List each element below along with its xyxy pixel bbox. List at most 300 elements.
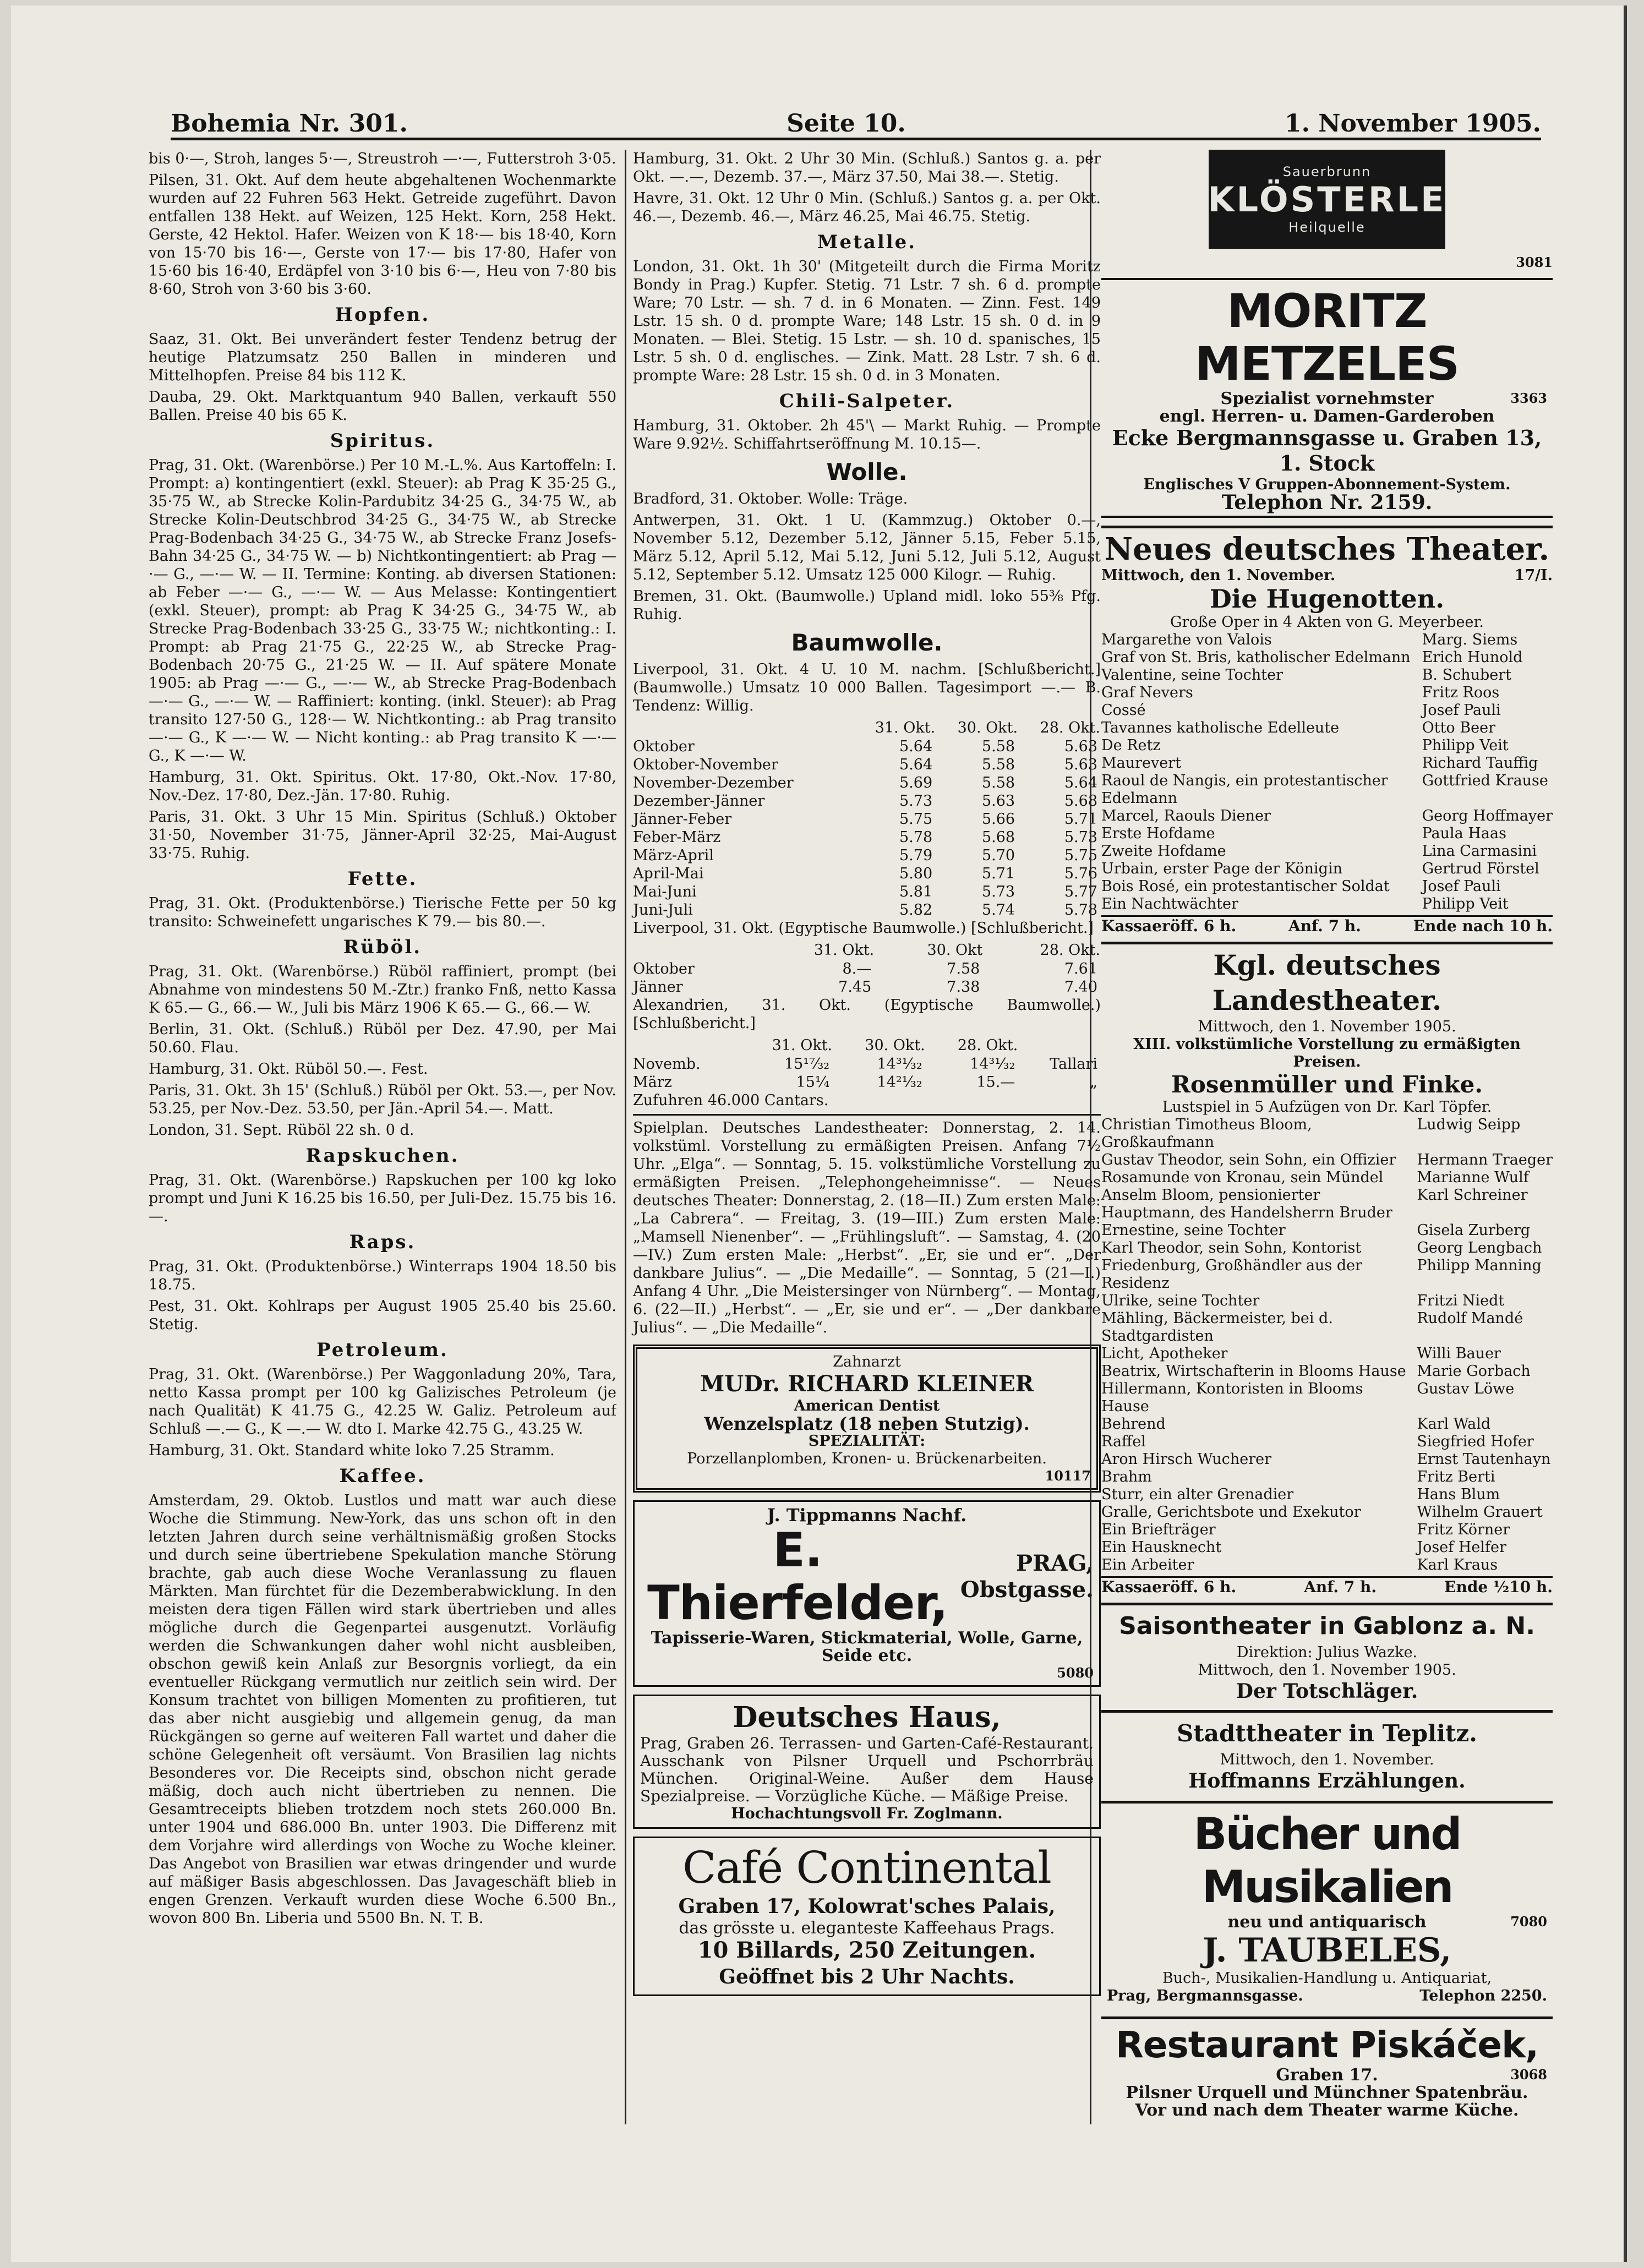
table-cell: 5.81 [899,883,933,900]
ad-title: Café Continental [682,1842,1051,1893]
ad-text: Pilsner Urquell und Münchner Spatenbräu. [1126,2083,1528,2102]
ad-text: Obstgasse. [960,1577,1094,1603]
metzeles-ad [1101,278,1553,518]
article-text: Berlin, 31. Okt. (Schluß.) Rüböl per Dez. 47.90, per Mai 50.60. Flau. [149,1021,616,1056]
table-row [633,883,1101,901]
actor-name: Philipp Veit [1422,737,1509,754]
ad-text: Ecke Bergmannsgasse u. Graben 13, 1. Stock [1112,425,1542,476]
ad-title: Restaurant Piskáček, [1115,2024,1539,2066]
table-cell: 15¼ [796,1074,830,1091]
article-text: Zufuhren 46.000 Cantars. [633,1092,829,1109]
start-time: Anf. 7 h. [1304,1578,1377,1596]
table-cell: April-Mai [633,865,704,882]
table-cell: Mai-Juni [633,883,697,900]
actor-name: Gustav Löwe [1417,1380,1515,1397]
theatre-number: 17/I. [1514,567,1553,584]
table-header: 28. Okt. [1040,942,1100,959]
actor-name: Erich Hunold [1422,649,1523,666]
table-row [633,1055,1101,1073]
end-time: Ende ½10 h. [1444,1578,1553,1596]
table-cell: 5.66 [981,811,1015,828]
table-cell: 5.82 [899,901,933,919]
actor-name: Philipp Manning [1417,1257,1542,1274]
table-cell: 5.69 [899,774,933,791]
table-cell: Dezember-Jänner [633,793,765,810]
article-text: Hamburg, 31. Okt. 2 Uhr 30 Min. (Schluß.) Santos g. a. per Okt. —.—, Dezemb. 37.—, März 37.50, Mai 38.—. Stetig. [633,150,1101,185]
cast-row [1101,807,1553,825]
cast-row [1101,1451,1553,1468]
cast-row [1101,878,1553,895]
stadttheater-teplitz [1101,1710,1553,1793]
table-cell: 5.71 [1064,811,1097,828]
actor-name: Georg Hoffmayer [1422,807,1553,824]
table-cell: 5.78 [1064,901,1097,919]
play-title: Rosenmüller und Finke. [1171,1071,1483,1098]
actor-name: Siegfried Hofer [1417,1433,1534,1450]
article-text: Liverpool, 31. Okt. 4 U. 10 M. nachm. [Schlußbericht.] (Baumwolle.) Umsatz 10 000 Ballen. Tagesimport —.— B. Tendenz: Willig. [633,661,1101,714]
actor-name: Karl Kraus [1417,1556,1498,1573]
table-row [633,1073,1101,1091]
cast-row [1101,755,1553,772]
cast-row [1101,666,1553,684]
table-cell: 5.75 [1064,847,1097,864]
article-text: Amsterdam, 29. Oktob. Lustlos und matt war auch diese Woche die Stimmung. New-York, das uns schon oft in den letzten Jahren durch seine verhältnismäßig großen Stocks und durch seine übertriebene Spekulation manche Störung brachte, gab auch diese Woche Veranlassung zu flauen Märkten. Man fürchtet für die Dezemberabwicklung. In den meisten dera tigen Fällen wird stark übertrieben und alles mögliche durch die Gegenpartei ausgenutzt. Vorläufig werden die Schwankungen daher wohl nicht ausbleiben, obschon gewiß kein Anlaß zur Besorgnis vorliegt, da ein eventueller Rückgang vermutlich nur zeitlich sein wird. Der Konsum trachtet von billigen Momenten zu profitieren, tut das aber nicht ausgiebig und allgemein genug, da man Rückgängen so gerne auf weiteren Fall wartet und daher die schöne Gelegenheit oft versäumt. Von Brasilien lag nichts Besonderes vor. Die Receipts sind, obschon nicht gerade mäßig, doch auch nicht übertrieben zu nennen. Die Gesamtreceipts blieben trotzdem noch stets 260.000 Bn. unter 1904 und 686.000 Bn. unter 1903. Die Differenz mit dem Vorjahre wird allerdings von Woche zu Woche kleiner. Das Angebot von Brasilien war etwas dringender und wurde auf mäßiger Basis abgeschlossen. Das Javageschäft blieb in engen Grenzen. Verkauft wurden diese Woche 6.500 Bn., wovon 800 Bn. Liberia und 5500 Bn. N. T. B. [149,1492,616,1927]
cast-list [1101,631,1553,913]
table-header [633,718,853,737]
logo-text: Heilquelle [1288,219,1366,235]
table-cell: 5.63 [1064,738,1097,755]
role-name: Bois Rosé, ein protestantischer Soldat [1101,878,1390,895]
table-cell: 5.73 [1064,829,1097,846]
theatre-date: Mittwoch, den 1. November. [1101,567,1336,584]
article-text: Prag, 31. Okt. (Produktenbörse.) Winterraps 1904 18.50 bis 18.75. [149,1258,616,1293]
article-text: London, 31. Sept. Rüböl 22 sh. 0 d. [149,1122,414,1139]
cast-row [1101,1257,1553,1292]
role-name: Ernestine, seine Tochter [1101,1222,1286,1239]
section-heading: Hopfen. [335,304,430,326]
taubeles-ad [1101,1801,1553,2009]
ad-title: Bücher und Musikalien [1193,1808,1461,1912]
section-heading: Rapskuchen. [305,1145,460,1167]
end-time: Ende nach 10 h. [1413,917,1553,935]
actor-name: Willi Bauer [1417,1345,1501,1362]
table-header: 31. Okt. [875,719,936,736]
actor-name: Gottfried Krause [1422,772,1548,789]
article-text: Prag, 31. Okt. (Warenbörse.) Rüböl raffiniert, prompt (bei Abnahme von mindestens 50 M.-Ztr.) franko Fnß, netto Kassa K 65.— G., 66.— W., Juli bis März 1906 K 65.— G., 66.— W. [149,963,616,1016]
table-cell: 5.63 [1064,756,1097,773]
actor-name: Josef Pauli [1422,878,1501,895]
ad-text: J. Tippmanns Nachf. [767,1505,967,1526]
cast-row [1101,1292,1553,1310]
role-name: Brahm [1101,1468,1152,1485]
actor-name: Richard Tauffig [1422,755,1538,772]
theatre-date: Mittwoch, den 1. November. [1220,1751,1434,1768]
box-office-time: Kassaeröff. 6 h. [1101,917,1237,935]
cast-row [1101,1539,1553,1556]
ad-text: SPEZIALITÄT: [808,1433,926,1450]
section-heading: Chili-Salpeter. [779,390,955,412]
cafe-continental-ad [633,1837,1101,1996]
play-description: Große Oper in 4 Akten von G. Meyerbeer. [1170,614,1484,631]
article-text: Prag, 31. Okt. (Produktenbörse.) Tierische Fette per 50 kg transito: Schweinefett ungarisches K 79.— bis 80.—. [149,895,616,930]
table-cell: 5.68 [981,829,1015,846]
table-header [633,941,757,960]
role-name: Beatrix, Wirtschafterin in Blooms Hause [1101,1363,1406,1380]
table-cell: 14²¹⁄₃₂ [877,1074,922,1091]
table-row [633,978,1101,996]
table-cell: 5.76 [1064,865,1097,882]
article-text: Hamburg, 31. Okt. Spiritus. Okt. 17·80, Okt.-Nov. 17·80, Nov.-Dez. 17·80, Dez.-Jän. 17·80. Ruhig. [149,769,616,804]
actor-name: Fritz Roos [1422,684,1500,701]
column-2 [625,150,1101,2124]
theatre-title: Kgl. deutsches Landestheater. [1212,949,1442,1016]
article-text: Hamburg, 31. Okt. Standard white loko 7.25 Stramm. [149,1442,555,1459]
role-name: Marcel, Raouls Diener [1101,807,1271,824]
cast-row [1101,1556,1553,1574]
article-text: Bradford, 31. Oktober. Wolle: Träge. [633,490,908,507]
table-cell: 5.80 [899,865,933,882]
start-time: Anf. 7 h. [1288,917,1361,935]
table-cell: 5.58 [981,738,1015,755]
alexandria-price-table [633,1036,1101,1091]
actor-name: Gertrud Förstel [1422,860,1539,877]
table-row [633,901,1101,919]
section-heading: Raps. [349,1231,416,1253]
actor-name: Josef Helfer [1417,1539,1506,1556]
logo-text: KLÖSTERLE [1208,179,1446,220]
table-header: 31. Okt. [772,1037,833,1054]
role-name: Erste Hofdame [1101,825,1215,842]
cast-row [1101,631,1553,649]
role-name: Raoul de Nangis, ein protestantischer Edelmann [1101,772,1388,807]
role-name: Maurevert [1101,755,1182,772]
table-row [633,737,1101,756]
cast-row [1101,737,1553,755]
ad-text: Prag, Bergmannsgasse. [1107,1987,1303,2004]
section-heading: Metalle. [817,231,917,253]
column-3 [1090,150,1553,2124]
table-cell: 5.73 [981,883,1015,900]
theatre-title: Saisontheater in Gablonz a. N. [1119,1612,1535,1640]
table-cell: Oktober [633,738,695,755]
theatre-title: Stadttheater in Teplitz. [1177,1720,1477,1747]
ad-text: Vor und nach dem Theater warme Küche. [1135,2101,1519,2120]
theatre-date: Mittwoch, den 1. November 1905. [1198,1018,1456,1035]
article-text: Pest, 31. Okt. Kohlraps per August 1905 25.40 bis 25.60. Stetig. [149,1298,616,1333]
table-cell: März [633,1074,672,1091]
table-cell: 14³¹⁄₃₂ [970,1056,1015,1073]
role-name: Aron Hirsch Wucherer [1101,1451,1271,1468]
role-name: Karl Theodor, sein Sohn, Kontorist [1101,1239,1362,1256]
column-1 [149,150,616,2124]
table-cell: 14³¹⁄₃₂ [877,1056,922,1073]
dentist-ad [633,1345,1101,1493]
role-name: Licht, Apotheker [1101,1345,1228,1362]
actor-name: Fritz Berti [1417,1468,1495,1485]
actor-name: Ludwig Seipp [1417,1116,1521,1133]
theatre-title: Neues deutsches Theater. [1104,531,1550,567]
ad-text: Prag, Graben 26. Terrassen- und Garten-Café-Restaurant. Ausschank von Pilsner Urquell und Pschorrbräu München. Original-Weine. Außer dem Hause Spezialpreise. — Vorzügliche Küche. — Mäßige Preise. [640,1734,1094,1805]
cast-row [1101,1521,1553,1539]
cast-row [1101,772,1553,807]
actor-name: Wilhelm Grauert [1417,1504,1543,1521]
section-heading: Wolle. [826,458,908,485]
article-text: Prag, 31. Okt. (Warenbörse.) Per Waggonladung 20%, Tara, netto Kassa prompt per 100 kg Galizisches Petroleum (je nach Qualität) K 41.75 G., 42.25 W. Galiz. Petroleum auf Schluß —.— G., K —.— W. dto I. Marke 42.75 G., 43.25 W. [149,1366,616,1438]
ad-title: MUDr. RICHARD KLEINER [700,1371,1034,1397]
play-title: Die Hugenotten. [1209,584,1445,614]
issue-date: 1. November 1905. [1285,110,1541,138]
play-title: Der Totschläger. [1236,1680,1418,1703]
ad-text: 10 Billards, 250 Zeitungen. [697,1937,1036,1963]
play-title: Hoffmanns Erzählungen. [1188,1769,1466,1792]
table-cell: Oktober-November [633,756,778,773]
table-cell: Oktober [633,960,695,977]
table-cell: Tallari [1050,1056,1097,1073]
role-name: De Retz [1101,737,1161,754]
actor-name: Fritz Körner [1417,1521,1510,1538]
thierfelder-ad [633,1500,1101,1687]
ad-text: PRAG, [1015,1550,1094,1576]
ad-number: 3363 [1510,390,1547,406]
cast-row [1101,649,1553,666]
role-name: Anselm Bloom, pensionierter Hauptmann, des Handelsherrn Bruder [1101,1187,1392,1221]
ad-text: J. TAUBELES, [1202,1931,1452,1970]
table-row [633,846,1101,865]
section-heading: Fette. [347,868,418,890]
article-text: Dauba, 29. Okt. Marktquantum 940 Ballen, verkauft 550 Ballen. Preise 40 bis 65 K. [149,389,616,424]
article-text: Bremen, 31. Okt. (Baumwolle.) Upland midl. loko 55⅜ Pfg. Ruhig. [633,588,1101,623]
section-heading: Baumwolle. [791,629,943,656]
section-heading: Petroleum. [316,1339,449,1361]
table-header: 28. Okt. [1040,719,1100,736]
cast-row [1101,895,1553,913]
actor-name: Lina Carmasini [1422,843,1537,860]
actor-name: Karl Schreiner [1417,1187,1528,1204]
egyptian-price-table [633,941,1101,996]
theatre-date: Mittwoch, den 1. November 1905. [1198,1662,1456,1679]
cast-row [1101,1151,1553,1169]
article-text: Havre, 31. Okt. 12 Uhr 0 Min. (Schluß.) Santos g. a. per Okt. 46.—, Dezemb. 46.—, März 46.25, Mai 46.75. Stetig. [633,190,1101,225]
table-cell: 7.38 [947,979,980,996]
ad-number: 3081 [1516,254,1553,270]
table-cell: 15¹⁷⁄₃₂ [784,1056,830,1073]
table-row [633,792,1101,810]
role-name: Ein Nachtwächter [1101,895,1238,912]
role-name: Sturr, ein alter Grenadier [1101,1486,1294,1503]
kloesterle-logo [1209,150,1445,249]
article-text: Saaz, 31. Okt. Bei unverändert fester Tendenz betrug der heutige Platzumsatz 250 Ballen in minderen und Mittelhopfen. Preise 84 bis 112 K. [149,331,616,384]
role-name: Mähling, Bäckermeister, bei d. Stadtgardisten [1101,1310,1333,1345]
ad-text: neu und antiquarisch [1227,1912,1427,1932]
article-text: Paris, 31. Okt. 3h 15' (Schluß.) Rüböl per Okt. 53.—, per Nov. 53.25, per Nov.-Dez. 53.50, per Jän.-April 54.—. Matt. [149,1082,616,1117]
role-name: Graf Nevers [1101,684,1193,701]
actor-name: Marg. Siems [1422,631,1518,648]
role-name: Tavannes katholische Edelleute [1101,719,1340,736]
table-cell: 5.79 [899,847,933,864]
cast-row [1101,719,1553,737]
deutsches-haus-ad [633,1695,1101,1829]
ad-text: Graben 17, Kolowrat'sches Palais, [678,1895,1056,1918]
cast-row [1101,1468,1553,1486]
role-name: Ulrike, seine Tochter [1101,1292,1260,1309]
table-header: 28. Okt. [957,1037,1018,1054]
theatre-times [1101,1576,1553,1596]
actor-name: Marianne Wulf [1417,1169,1529,1186]
cast-row [1101,825,1553,843]
table-cell: 5.78 [899,829,933,846]
article-text: Antwerpen, 31. Okt. 1 U. (Kammzug.) Oktober 0.—, November 5.12, Dezember 5.12, Jänner 5.15, Feber 5.15, März 5.12, April 5.12, Mai 5.12, Juni 5.12, Juli 5.12, August 5.12, September 5.12. Umsatz 125 000 Kilogr. — Ruhig. [633,512,1101,583]
table-cell: 5.74 [981,901,1015,919]
actor-name: Karl Wald [1417,1416,1491,1433]
ad-text: Englisches V Gruppen-Abonnement-System. [1143,476,1511,493]
table-cell: November-Dezember [633,774,794,791]
cast-row [1101,1310,1553,1345]
piskacek-ad [1101,2016,1553,2124]
role-name: Gralle, Gerichtsbote und Exekutor [1101,1504,1361,1521]
article-text: Pilsen, 31. Okt. Auf dem heute abgehaltenen Wochenmarkte wurden auf 22 Fuhren 563 Hekt. Getreide zugeführt. Davon entfallen 138 Hekt. auf Weizen, 125 Hekt. Korn, 258 Hekt. Gerste, 42 Hektol. Hafer. Weizen von K 18·— bis 18·40, Korn von 15·70 bis 16·—, Gerste von 17·— bis 17·80, Hafer von 15·60 bis 16·40, Erdäpfel von 3·10 bis 6·—, Heu von 7·80 bis 8·60, Stroh von 3·60 bis 3·60. [149,172,616,298]
role-name: Friedenburg, Großhändler aus der Residenz [1101,1257,1363,1292]
table-row [633,960,1101,978]
ad-text: engl. Herren- u. Damen-Garderoben [1159,407,1495,426]
role-name: Margarethe von Valois [1101,631,1272,648]
ad-text: Hochachtungsvoll Fr. Zoglmann. [731,1805,1003,1822]
table-cell: 7.45 [838,979,872,996]
ad-number: 3068 [1510,2067,1547,2083]
role-name: Valentine, seine Tochter [1101,666,1283,684]
performance-note: XIII. volkstümliche Vorstellung zu ermäßigten Preisen. [1133,1036,1521,1070]
actor-name: Marie Gorbach [1417,1363,1531,1380]
table-cell: 5.73 [899,793,933,810]
role-name: Ein Hausknecht [1101,1539,1222,1556]
section-heading: Rüböl. [343,936,422,958]
table-cell: Novemb. [633,1056,701,1073]
table-cell: 5.63 [981,793,1015,810]
actor-name: Georg Lengbach [1417,1239,1542,1256]
cast-row [1101,1345,1553,1363]
table-cell: 5.58 [981,756,1015,773]
page-number: Seite 10. [787,110,906,138]
ad-number: 7080 [1510,1914,1547,1930]
role-name: Ein Arbeiter [1101,1556,1194,1573]
table-cell: „ [1090,1074,1097,1091]
table-row [633,865,1101,883]
article-text: Liverpool, 31. Okt. (Egyptische Baumwolle.) [Schlußbericht.] [633,920,1094,937]
ad-number: 10117 [1045,1468,1091,1484]
cast-row [1101,684,1553,702]
article-text: Paris, 31. Okt. 3 Uhr 15 Min. Spiritus (Schluß.) Oktober 31·50, November 31·75, Jänner-April 32·25, Mai-August 33·75. Ruhig. [149,808,616,862]
cast-row [1101,1504,1553,1521]
logo-text: Sauerbrunn [1282,163,1372,179]
cast-row [1101,1486,1553,1504]
table-row [633,828,1101,846]
ad-text: Spezialist vornehmster [1220,389,1434,408]
ad-text: das grösste u. eleganteste Kaffeehaus Prags. [679,1919,1055,1938]
table-cell: 7.61 [1064,960,1097,977]
table-cell: 8.— [842,960,872,977]
article-text: Hamburg, 31. Okt. Rüböl 50.—. Fest. [149,1061,428,1078]
table-row [633,756,1101,774]
table-header: 30. Okt. [865,1037,925,1054]
actor-name: Fritzi Niedt [1417,1292,1505,1309]
page-header [171,99,1541,138]
article-text: Prag, 31. Okt. (Warenbörse.) Rapskuchen per 100 kg loko prompt und Juni K 16.25 bis 16.50, per Juli-Dez. 15.75 bis 16.—. [149,1172,616,1225]
role-name: Behrend [1101,1416,1166,1433]
paper-name: Bohemia Nr. 301. [171,110,408,138]
cast-list [1101,1116,1553,1574]
table-cell: 15.— [976,1074,1015,1091]
article-text: Hamburg, 31. Oktober. 2h 45'\ — Markt Ruhig. — Prompte Ware 9.92½. Schiffahrtseröffnung M. 10.15—. [633,417,1101,452]
cast-row [1101,843,1553,860]
table-cell: 5.75 [899,811,933,828]
table-header: 30. Okt. [957,719,1018,736]
article-text: Alexandrien, 31. Okt. (Egyptische Baumwolle.) [Schlußbericht.] [633,997,1101,1032]
saisontheater [1101,1603,1553,1703]
article-text: London, 31. Okt. 1h 30' (Mitgeteilt durch die Firma Moritz Bondy in Prag.) Kupfer. Stetig. 71 Lstr. 7 sh. 6 d. prompte Ware; 70 Lstr. — sh. 7 d. in 6 Monaten. — Zinn. Fest. 149 Lstr. 15 sh. 0 d. prompte Ware; 148 Lstr. 15 sh. 0 d. in 9 Monaten. — Blei. Stetig. 15 Lstr. — sh. 10 d. spanisches, 15 Lstr. 5 sh. 0 d. englisches. — Zink. Matt. 28 Lstr. 7 sh. 6 d. prompte Ware: 28 Lstr. 15 sh. 0 d. in 3 Monaten. [633,258,1101,384]
article-text: bis 0·—, Stroh, langes 5·—, Streustroh —·—, Futterstroh 3·05. [149,150,616,167]
ad-text: Porzellanplomben, Kronen- u. Brückenarbeiten. [687,1450,1047,1467]
role-name: Gustav Theodor, sein Sohn, ein Offizier [1101,1151,1396,1168]
theatre-schedule: Spielplan. Deutsches Landestheater: Donnerstag, 2. 14. volkstüml. Vorstellung zu ermäßigten Preisen. Anfang 7½ Uhr. „Elga“. — Sonntag, 5. 15. volkstümliche Vorstellung zu ermäßigten Preisen. „Telephongeheimnisse“. — Neues deutsches Theater: Donnerstag, 2. (18—II.) Zum ersten Male: „La Cabrera“. — Freitag, 3. (19—III.) Zum ersten Male: „Mamsell Nienenber“. — „Frühlingsluft“. — Samstag, 4. (20—IV.) Zum ersten Male: „Herbst“. „Er, sie und er“. „Der dankbare Julius“. — „Die Medaille“. — Sonntag, 5 (21—I.) Anfang 4 Uhr. „Die Meistersinger von Nürnberg“. — Montag, 6. (22—II.) „Herbst“. — „Er, sie und er“. — „Der dankbare Julius“. — „Die Medaille“. [633,1119,1101,1336]
role-name: Ein Briefträger [1101,1521,1216,1538]
ad-title: MORITZ METZELES [1195,284,1459,391]
table-cell: Jänner [633,979,683,996]
role-name: Zweite Hofdame [1101,843,1226,860]
table-cell: Feber-März [633,829,721,846]
table-cell: 7.58 [947,960,980,977]
table-cell: 5.77 [1064,883,1097,900]
role-name: Raffel [1101,1433,1146,1450]
cast-row [1101,1169,1553,1187]
ad-text: Telephon Nr. 2159. [1221,491,1433,514]
ad-title: E. Thierfelder, [647,1523,948,1631]
role-name: Rosamunde von Kronau, sein Mündel [1101,1169,1384,1186]
cast-row [1101,1222,1553,1239]
table-cell: 5.64 [899,756,933,773]
actor-name: Otto Beer [1422,719,1495,736]
landestheater [1101,942,1553,1596]
table-header: 31. Okt. [813,942,875,959]
actor-name: B. Schubert [1422,666,1512,684]
table-cell: 5.64 [899,738,933,755]
neues-theater [1101,526,1553,935]
actor-name: Hermann Traeger [1417,1151,1553,1168]
table-cell: März-April [633,847,714,864]
cast-row [1101,860,1553,878]
role-name: Cossé [1101,702,1146,719]
table-header: 30. Okt [927,942,983,959]
cast-row [1101,1433,1553,1451]
role-name: Urbain, erster Page der Königin [1101,860,1342,877]
cast-row [1101,1380,1553,1416]
table-cell: 5.70 [981,847,1015,864]
table-cell: 5.58 [981,774,1015,791]
ad-text: Wenzelsplatz (18 neben Stutzig). [704,1413,1030,1434]
ad-text: Telephon 2250. [1419,1987,1547,2004]
actor-name: Rudolf Mandé [1417,1310,1523,1327]
table-cell: Juni-Juli [633,901,693,919]
section-heading: Kaffee. [339,1465,426,1487]
actor-name: Josef Pauli [1422,702,1501,719]
table-cell: 5.71 [981,865,1015,882]
play-description: Lustspiel in 5 Aufzügen von Dr. Karl Töpfer. [1162,1099,1492,1116]
ad-text: Geöffnet bis 2 Uhr Nachts. [719,1965,1015,1988]
theatre-times [1101,915,1553,935]
liverpool-price-table [633,718,1101,919]
cast-row [1101,1416,1553,1433]
ad-text: Buch-, Musikalien-Handlung u. Antiquariat, [1162,1970,1492,1987]
role-name: Graf von St. Bris, katholischer Edelmann [1101,649,1411,666]
table-header [633,1036,740,1055]
